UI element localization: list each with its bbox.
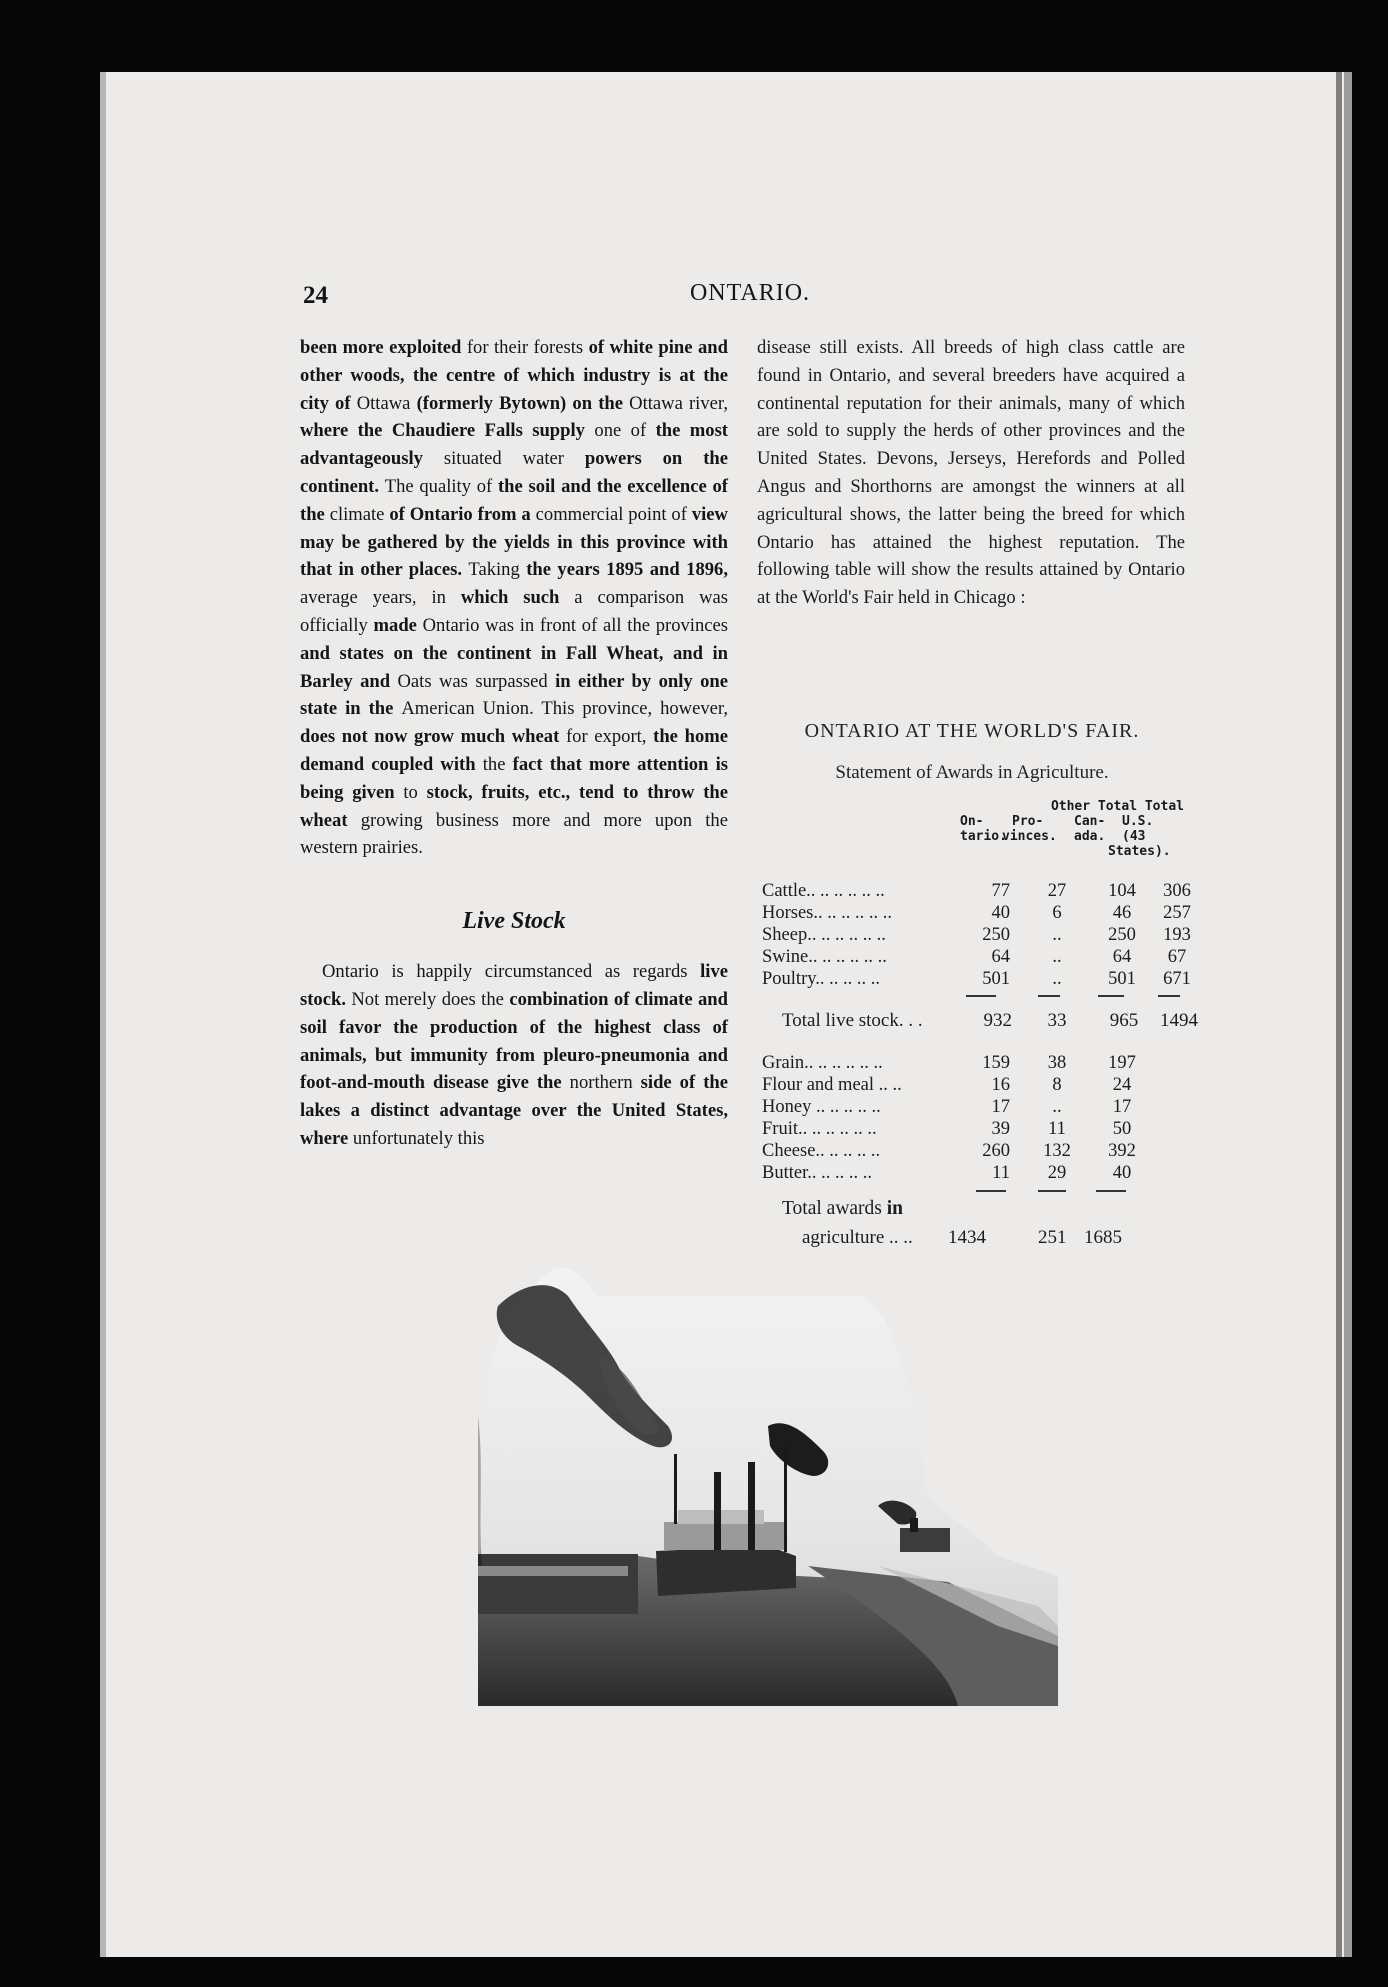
cell-canada: 17: [1112, 1097, 1132, 1117]
cell-us: 67: [1167, 947, 1187, 967]
rule-ontario: [966, 995, 996, 997]
text-run: average years, in: [300, 587, 461, 609]
total-live-us: 1494: [1160, 1010, 1198, 1031]
left-column: [300, 334, 728, 1153]
cell-other-provinces: 38: [1047, 1053, 1067, 1073]
text-run: Ontario was in front of all the provinces: [422, 614, 728, 636]
table-row: [762, 947, 1202, 969]
cell-us: 671: [1163, 969, 1191, 989]
text-run: in either by only one state in the: [300, 670, 728, 720]
right-page-shadow: [1336, 72, 1342, 1957]
table-row: [762, 1053, 1202, 1075]
text-run: fact that more attention is being given: [300, 753, 728, 803]
cell-ontario: 250: [982, 925, 1010, 945]
cell-canada: 104: [1108, 881, 1136, 901]
text-run: unfortunately this: [352, 1127, 485, 1149]
text-run: combination of climate and soil favor the production of the highest class of animals, but immunity from pleuro-pneumonia and foot-and-mouth disease give the: [300, 988, 728, 1094]
header-canada-a: Can-: [1074, 814, 1106, 829]
table-row: [762, 969, 1202, 991]
row-label: Swine.. .. .. .. .. ..: [762, 947, 887, 967]
rule-us: [1158, 995, 1180, 997]
cell-other-provinces: 8: [1052, 1075, 1062, 1095]
text-run: view may be gathered by the yields in this province with that in other places.: [300, 503, 728, 581]
text-run: to: [403, 781, 427, 803]
text-run: and states on the continent in Fall Wheat, and in Barley and: [300, 642, 728, 692]
right-page-edge: [1344, 72, 1352, 1957]
cell-ontario: 159: [982, 1053, 1010, 1073]
cell-ontario: 11: [992, 1163, 1010, 1183]
text-run: the: [482, 753, 513, 775]
total-live-stock-row: [782, 1010, 1202, 1032]
table-row: [762, 1075, 1202, 1097]
text-run: a comparison was officially: [300, 587, 728, 636]
text-run: side of the lakes a distinct advantage over the United States, where: [300, 1072, 728, 1149]
table-title: ONTARIO AT THE WORLD'S FAIR.: [804, 720, 1140, 742]
rule-canada: [1098, 995, 1124, 997]
total-awards-label-2: agriculture .. ..: [802, 1227, 913, 1248]
header-us-b: (43: [1122, 829, 1146, 844]
cell-canada: 40: [1112, 1163, 1132, 1183]
text-run: the home demand coupled with: [300, 726, 728, 775]
text-run: Ottawa river,: [629, 392, 728, 414]
cell-other-provinces: 132: [1043, 1141, 1071, 1161]
rule-other: [1038, 995, 1060, 997]
cell-canada: 50: [1112, 1119, 1132, 1139]
cell-ontario: 39: [991, 1119, 1010, 1139]
rule2-canada: [1096, 1190, 1126, 1192]
right-column-text: disease still exists. All breeds of high class cattle are found in Ontario, and several breeders have acquired a continental reputation for their animals, many of which are sold to supply the herds of other provinces and the United States. Devons, Jerseys, Herefords and Polled Angus and Shorthorns are amongst the winners at all agricultural shows, the latter being the breed for which Ontario has attained the highest reputation. The following table will show the results attained by Ontario at the World's Fair held in Chicago :: [757, 337, 1185, 609]
cell-ontario: 501: [982, 969, 1010, 989]
row-label: Poultry.. .. .. .. ..: [762, 969, 881, 989]
text-run: growing business more and more upon the western prairies.: [300, 809, 728, 859]
text-run: stock, fruits, etc., tend to throw the wheat: [300, 781, 728, 831]
total-live-label: Total live stock. . .: [782, 1010, 923, 1031]
text-run: the years 1895 and 1896,: [526, 559, 728, 581]
livestock-rows: [762, 881, 1202, 991]
text-run: northern: [569, 1072, 641, 1094]
table-row: [762, 925, 1202, 947]
cell-ontario: 17: [991, 1097, 1010, 1117]
text-run: The quality of: [384, 475, 498, 497]
header-ontario-b: tario.: [960, 829, 1007, 844]
table-subtitle: Statement of Awards in Agriculture.: [835, 762, 1109, 783]
header-line-1: Other Total Total: [1050, 799, 1184, 814]
text-run: for: [466, 337, 495, 358]
total-awards-ontario: 1434: [948, 1227, 986, 1248]
header-us-c: States).: [1108, 844, 1171, 859]
cell-canada: 46: [1112, 903, 1132, 923]
running-head: ONTARIO.: [689, 280, 811, 306]
total-awards-other: 251: [1038, 1227, 1067, 1248]
cell-ontario: 40: [991, 903, 1010, 923]
header-provinces-b: vinces.: [1002, 829, 1057, 844]
left-page-edge: [100, 72, 106, 1957]
cell-other-provinces: ..: [1052, 969, 1062, 989]
text-run: American Union.: [401, 698, 542, 720]
cell-other-provinces: ..: [1052, 947, 1062, 967]
text-run: of white pine and other woods, the centre of which industry is at the city of: [300, 337, 728, 414]
harbour-photograph: [478, 1266, 1058, 1706]
total-live-other: 33: [1047, 1010, 1067, 1031]
cell-other-provinces: ..: [1052, 925, 1062, 945]
total-awards-label-b: in: [886, 1198, 904, 1219]
row-label: Honey .. .. .. .. ..: [762, 1097, 881, 1117]
text-run: situated water: [443, 448, 585, 470]
cell-other-provinces: 11: [1048, 1119, 1066, 1139]
text-run: Oats was surpassed: [397, 670, 556, 692]
text-run: made: [373, 614, 423, 636]
section-heading-live-stock: Live Stock: [462, 908, 566, 935]
text-run: of Ontario from a: [389, 503, 536, 525]
header-provinces-a: Pro-: [1012, 814, 1044, 829]
total-awards-label-a: Total awards: [782, 1198, 887, 1219]
text-run: one of: [594, 420, 656, 442]
paragraph-live-stock: [300, 958, 728, 1153]
cell-canada: 197: [1108, 1053, 1136, 1073]
row-label: Flour and meal .. ..: [762, 1075, 902, 1095]
text-run: live stock.: [300, 961, 728, 1010]
text-run: for export,: [565, 726, 654, 748]
table-row: [762, 1163, 1202, 1185]
header-line-4: [950, 845, 1190, 860]
cell-us: 306: [1163, 881, 1191, 901]
text-run: Not merely does the: [351, 988, 510, 1010]
cell-other-provinces: 29: [1047, 1163, 1067, 1183]
table-column-headers: [950, 800, 1190, 860]
page-number: 24: [303, 282, 328, 309]
cell-ontario: 260: [982, 1141, 1010, 1161]
cell-canada: 250: [1108, 925, 1136, 945]
rule2-other: [1038, 1190, 1066, 1192]
cell-canada: 501: [1108, 969, 1136, 989]
cell-ontario: 64: [991, 947, 1010, 967]
text-run: Ontario is happily circumstanced as regards: [322, 961, 701, 983]
row-label: Cheese.. .. .. .. ..: [762, 1141, 881, 1161]
header-canada-b: ada.: [1074, 829, 1106, 844]
row-label: Horses.. .. .. .. .. ..: [762, 903, 893, 923]
total-live-canada: 965: [1109, 1010, 1139, 1031]
text-run: Ottawa: [356, 392, 417, 414]
text-run: does not now grow much wheat: [300, 726, 566, 748]
text-run: the most advantageously: [300, 420, 729, 470]
table-row: [762, 881, 1202, 903]
cell-other-provinces: 6: [1052, 903, 1062, 923]
header-ontario-a: On-: [960, 814, 984, 829]
rule2-ontario: [976, 1190, 1006, 1192]
text-run: powers on the continent.: [300, 448, 728, 497]
total-awards-canada: 1685: [1084, 1227, 1122, 1248]
text-run: Taking: [468, 559, 527, 581]
total-awards-line-1: [782, 1198, 903, 1220]
text-run: been more exploited: [300, 337, 467, 358]
cell-us: 257: [1163, 903, 1191, 923]
text-run: This province, however,: [541, 698, 728, 720]
row-label: Butter.. .. .. .. ..: [762, 1163, 872, 1183]
text-run: which such: [460, 587, 575, 609]
header-line-2: [950, 815, 1190, 830]
cell-us: 193: [1163, 925, 1191, 945]
table-row: [762, 1119, 1202, 1141]
row-label: Fruit.. .. .. .. .. ..: [762, 1119, 877, 1139]
table-row: [762, 903, 1202, 925]
total-live-ontario: 932: [983, 1010, 1012, 1031]
header-line-3: [950, 830, 1190, 845]
row-label: Grain.. .. .. .. .. ..: [762, 1053, 883, 1073]
text-run: the soil and the excellence of the: [300, 475, 728, 525]
agriculture-rows: [762, 1053, 1202, 1185]
table-row: [762, 1141, 1202, 1163]
cell-other-provinces: 27: [1047, 881, 1067, 901]
text-run: their forests: [494, 337, 589, 358]
text-run: climate: [329, 503, 390, 525]
cell-canada: 392: [1108, 1141, 1136, 1161]
paragraph-forests: [300, 334, 728, 862]
table-row: [762, 1097, 1202, 1119]
row-label: Sheep.. .. .. .. .. ..: [762, 925, 886, 945]
row-label: Cattle.. .. .. .. .. ..: [762, 881, 885, 901]
cell-canada: 24: [1112, 1075, 1132, 1095]
text-run: where the Chaudiere Falls supply: [300, 420, 595, 442]
text-run: (formerly Bytown) on the: [416, 392, 630, 414]
text-run: commercial point of: [535, 503, 692, 525]
cell-ontario: 16: [991, 1075, 1010, 1095]
cell-other-provinces: ..: [1052, 1097, 1062, 1117]
header-us-a: U.S.: [1122, 814, 1154, 829]
cell-canada: 64: [1112, 947, 1132, 967]
cell-ontario: 77: [991, 881, 1010, 901]
